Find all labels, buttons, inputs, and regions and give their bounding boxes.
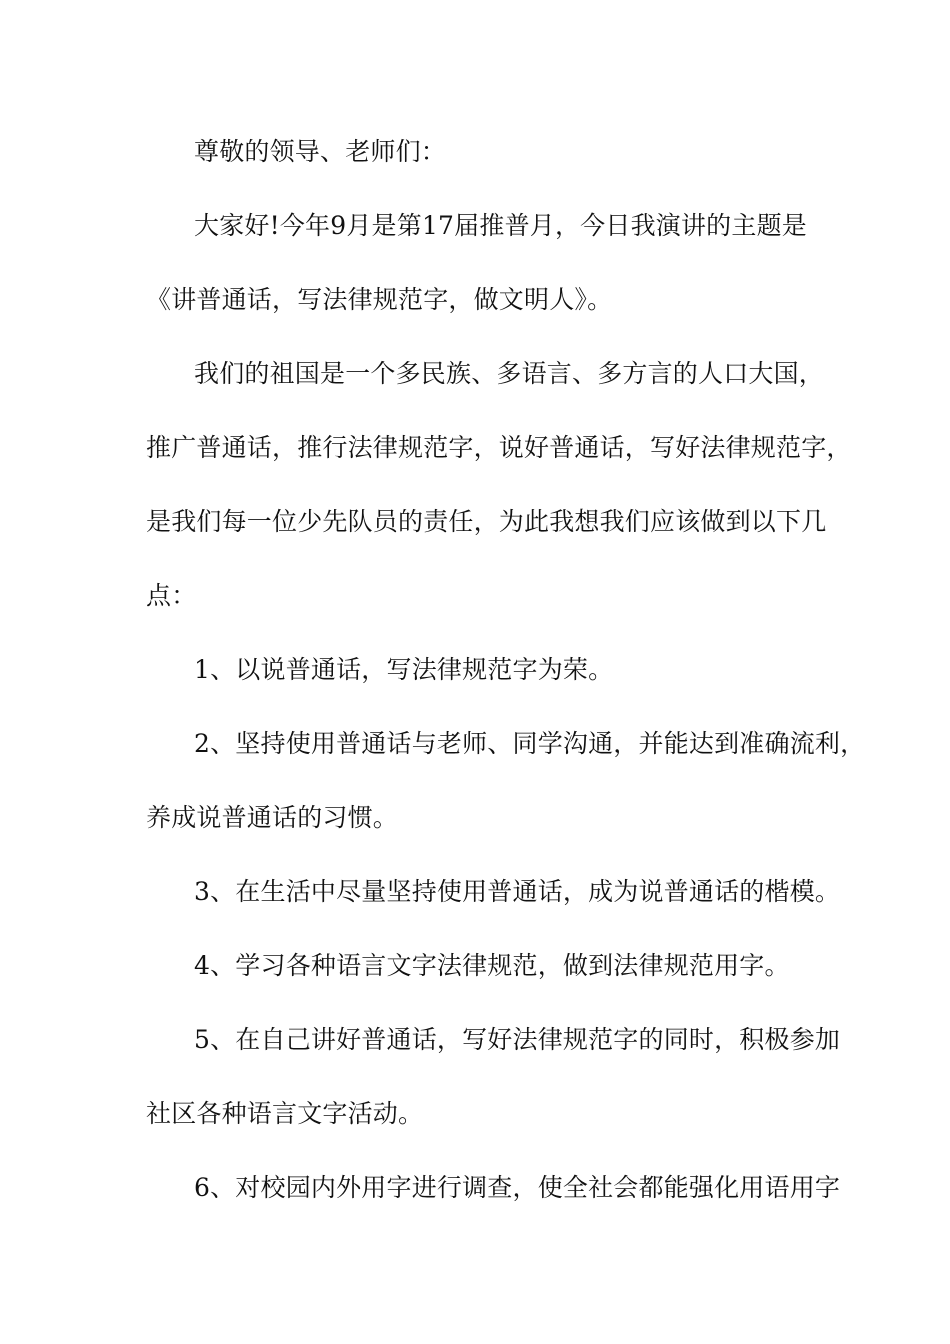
paragraph-1-line-2: 《讲普通话，写法律规范字，做文明人》。	[146, 285, 613, 314]
paragraph-2-line-1: 我们的祖国是一个多民族、多语言、多方言的人口大国，	[194, 359, 825, 388]
paragraph-2-line-3: 是我们每一位少先队员的责任，为此我想我们应该做到以下几	[146, 507, 827, 536]
list-item-2-line-2: 养成说普通话的习惯。	[146, 803, 399, 832]
list-item-5-line-2: 社区各种语言文字活动。	[146, 1099, 424, 1128]
list-item-6-line-1: 6、对校园内外用字进行调查，使全社会都能强化用语用字	[194, 1173, 841, 1202]
paragraph-1-line-1: 大家好!今年9月是第17届推普月，今日我演讲的主题是	[194, 211, 807, 240]
salutation-line: 尊敬的领导、老师们：	[194, 137, 447, 166]
list-item-4: 4、学习各种语言文字法律规范，做到法律规范用字。	[194, 951, 790, 980]
list-item-5-line-1: 5、在自己讲好普通话，写好法律规范字的同时，积极参加	[194, 1025, 841, 1054]
list-item-3: 3、在生活中尽量坚持使用普通话，成为说普通话的楷模。	[194, 877, 841, 906]
list-item-1: 1、以说普通话，写法律规范字为荣。	[194, 655, 614, 684]
list-item-2-line-1: 2、坚持使用普通话与老师、同学沟通，并能达到准确流利，	[194, 729, 866, 758]
paragraph-2-line-4: 点：	[146, 581, 197, 610]
paragraph-2-line-2: 推广普通话，推行法律规范字，说好普通话，写好法律规范字，	[146, 433, 852, 462]
